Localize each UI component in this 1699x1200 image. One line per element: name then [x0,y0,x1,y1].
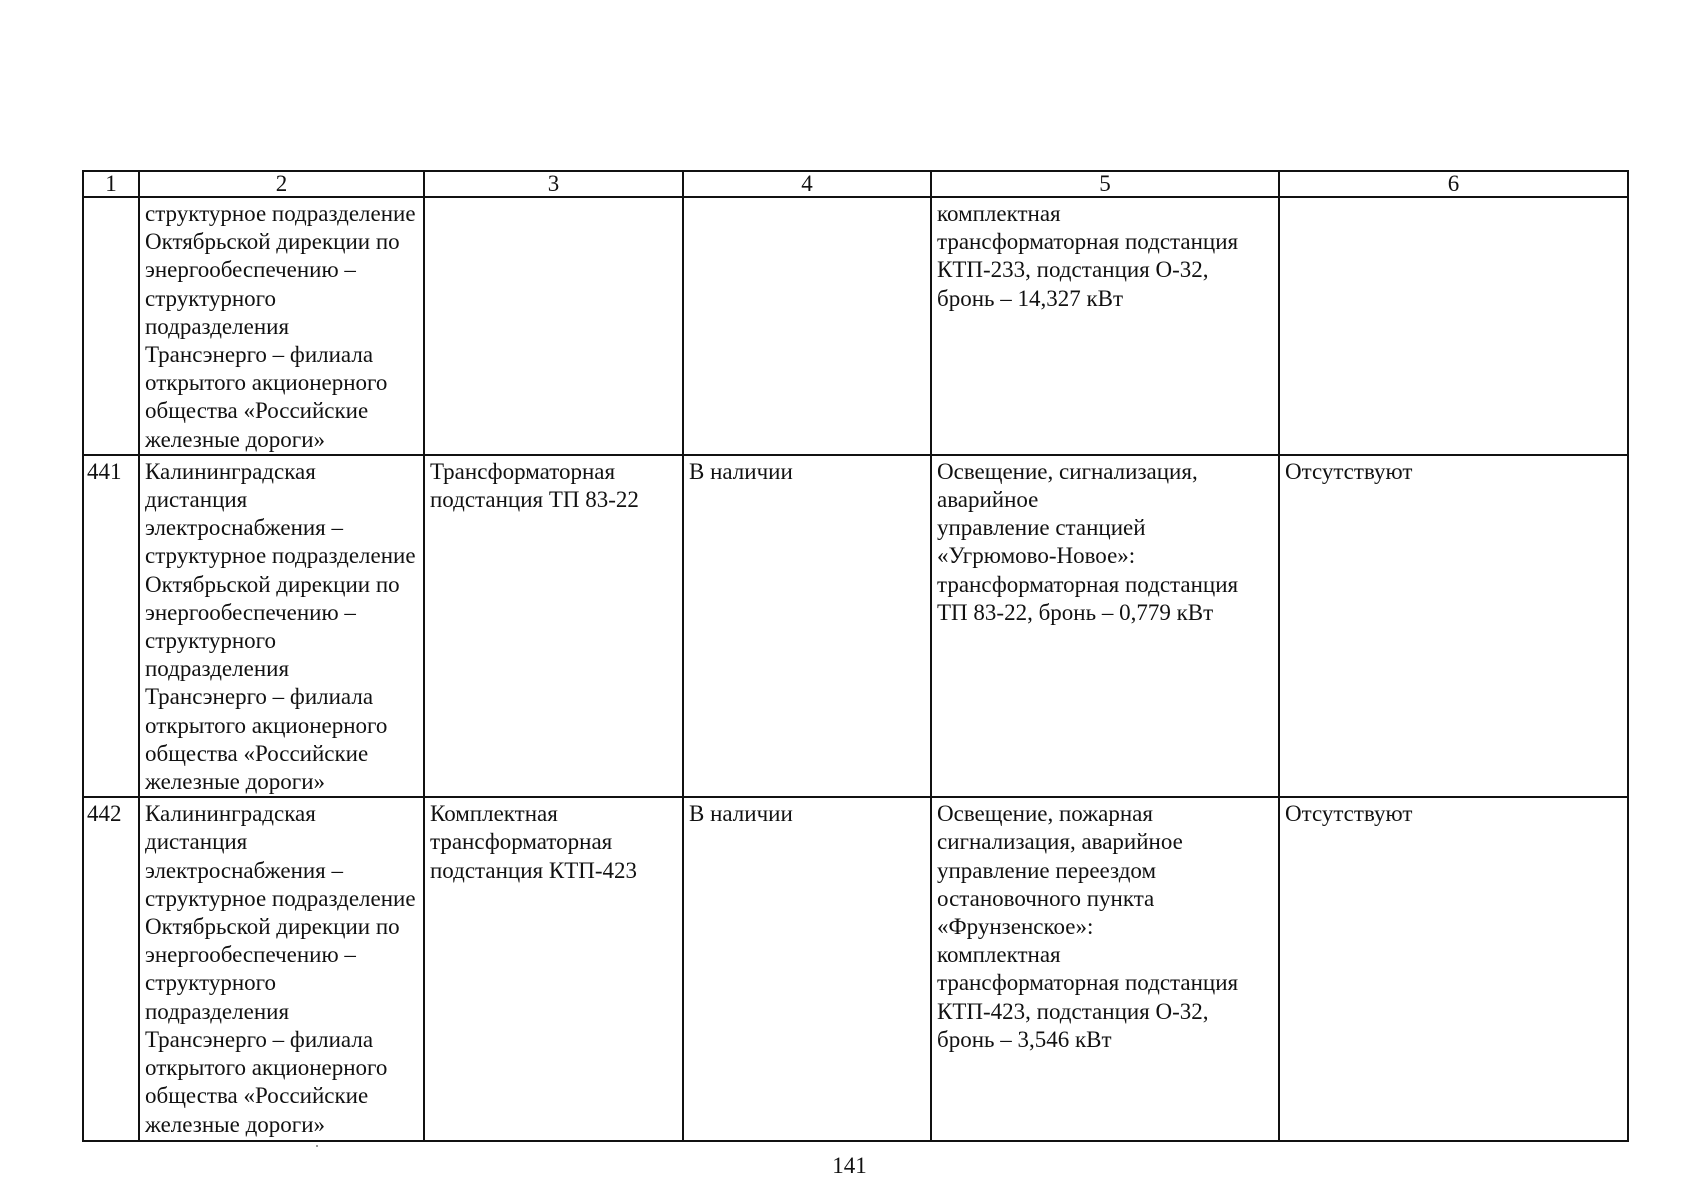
purpose-cell: Освещение, сигнализация, аварийное управление станцией «Угрюмово-Новое»: трансформаторная подстанция ТП 83-22, бронь – 0,779 кВт [931,455,1279,797]
header-row [83,171,1628,197]
purpose-cell: комплектная трансформаторная подстанция КТП-233, подстанция О-32, бронь – 14,327 кВт [931,197,1279,455]
header-col-6: 6 [1279,171,1628,197]
header-col-2: 2 [139,171,424,197]
availability-cell: В наличии [683,455,931,797]
object-cell: Трансформаторная подстанция ТП 83-22 [424,455,683,797]
header-col-3: 3 [424,171,683,197]
object-cell [424,197,683,455]
page-number: 141 [832,1153,867,1178]
row-number: 441 [83,455,139,797]
table-row [83,197,1628,455]
owner-cell: Калининградская дистанция электроснабжения – структурное подразделение Октябрьской дирекции по энергообеспечению – структурного подразделения Трансэнерго – филиала открытого акционерного общества «Российские железные дороги» [139,797,424,1141]
table-row [83,797,1628,1141]
notes-cell [1279,197,1628,455]
owner-cell: структурное подразделение Октябрьской дирекции по энергообеспечению – структурного подразделения Трансэнерго – филиала открытого акционерного общества «Российские железные дороги» [139,197,424,455]
header-col-4: 4 [683,171,931,197]
purpose-cell: Освещение, пожарная сигнализация, аварийное управление переездом остановочного пункта «Фрунзенское»: комплектная трансформаторная подстанция КТП-423, подстанция О-32, бронь – 3,546 кВт [931,797,1279,1141]
substation-table [82,170,1629,1142]
table-row [83,455,1628,797]
availability-cell: В наличии [683,797,931,1141]
header-col-1: 1 [83,171,139,197]
notes-cell: Отсутствуют [1279,797,1628,1141]
scan-speck [316,1145,318,1147]
availability-cell [683,197,931,455]
row-number: 442 [83,797,139,1141]
owner-cell: Калининградская дистанция электроснабжения – структурное подразделение Октябрьской дирекции по энергообеспечению – структурного подразделения Трансэнерго – филиала открытого акционерного общества «Российские железные дороги» [139,455,424,797]
document-table-container [82,170,1627,1142]
header-col-5: 5 [931,171,1279,197]
object-cell: Комплектная трансформаторная подстанция КТП-423 [424,797,683,1141]
notes-cell: Отсутствуют [1279,455,1628,797]
row-number [83,197,139,455]
